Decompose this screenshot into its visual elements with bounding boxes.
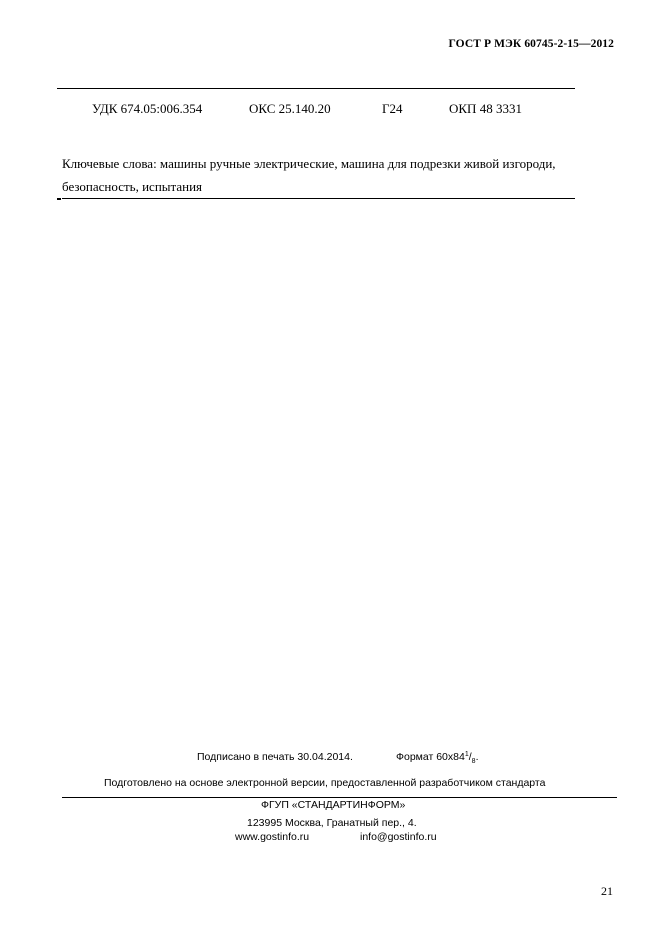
page-number: 21 <box>601 884 613 898</box>
document-code: ГОСТ Р МЭК 60745-2-15—2012 <box>448 38 614 50</box>
imprint-rule <box>62 797 617 798</box>
signed-to-print: Подписано в печать 30.04.2014. <box>197 751 353 763</box>
publisher-name: ФГУП «СТАНДАРТИНФОРМ» <box>261 799 406 811</box>
rule-tick-mark <box>57 198 61 200</box>
keywords-bottom-rule <box>62 198 575 199</box>
publisher-address: 123995 Москва, Гранатный пер., 4. <box>247 817 417 829</box>
print-format-denominator: 8 <box>471 758 476 765</box>
print-format <box>396 751 478 763</box>
udk-code: УДК 674.05:006.354 <box>92 101 203 116</box>
print-format-numerator: 1 <box>464 751 469 758</box>
print-format-label: Формат 60x84 <box>396 751 465 763</box>
print-format-slash: / <box>468 751 472 763</box>
keywords-text: Ключевые слова: машины ручные электрические, машина для подрезки живой изгороди, безопасность, испытания <box>62 156 556 194</box>
publisher-website: www.gostinfo.ru <box>235 831 310 843</box>
publisher-email: info@gostinfo.ru <box>360 831 437 843</box>
prepared-note: Подготовлено на основе электронной версии, предоставленной разработчиком стандарта <box>104 777 546 789</box>
group-code: Г24 <box>382 101 403 116</box>
okp-code: ОКП 48 3331 <box>449 101 522 116</box>
print-format-end: . <box>475 751 479 763</box>
oks-code: ОКС 25.140.20 <box>249 101 331 116</box>
classification-top-rule <box>57 88 575 89</box>
